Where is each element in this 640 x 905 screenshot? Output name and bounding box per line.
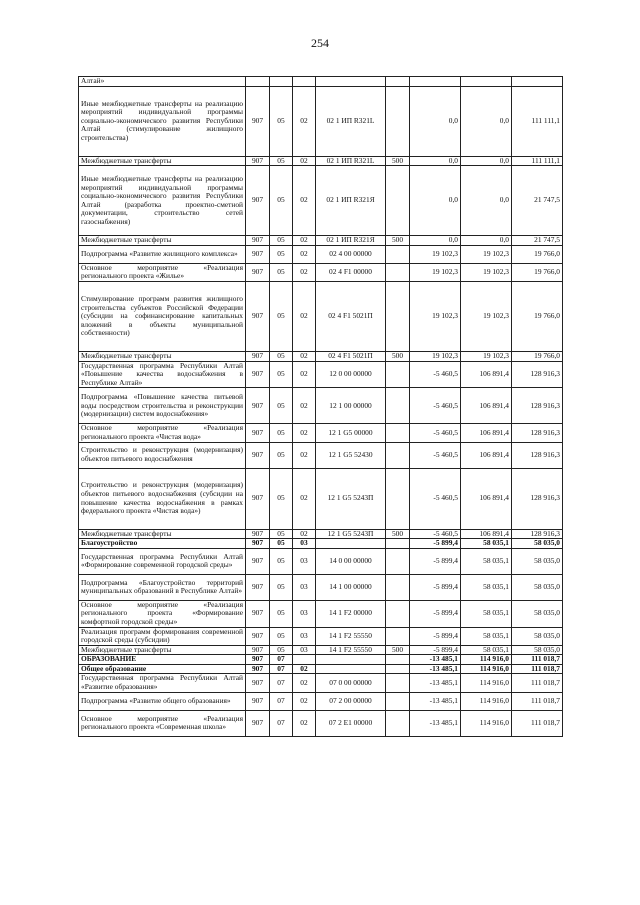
cell-gr: 907 (246, 645, 270, 655)
cell-gr: 907 (246, 156, 270, 166)
cell-csr: 02 4 F1 5021П (316, 351, 386, 361)
cell-name: Государственная программа Республики Алтай «Развитие образования» (79, 674, 246, 692)
cell-v3: 128 916,3 (512, 361, 563, 388)
cell-v3: 111 018,7 (512, 664, 563, 674)
cell-vr (386, 674, 410, 692)
cell-v3: 128 916,3 (512, 442, 563, 468)
cell-gr: 907 (246, 600, 270, 627)
cell-vr (386, 86, 410, 156)
table-row (79, 361, 563, 388)
table-row (79, 710, 563, 736)
cell-csr: 14 1 F2 00000 (316, 600, 386, 627)
cell-pr: 02 (293, 351, 316, 361)
cell-vr (386, 655, 410, 665)
cell-csr: 12 1 00 00000 (316, 388, 386, 424)
cell-pr: 02 (293, 361, 316, 388)
cell-rz: 05 (270, 263, 293, 281)
cell-rz: 05 (270, 351, 293, 361)
cell-rz: 05 (270, 86, 293, 156)
cell-csr: 07 2 00 00000 (316, 692, 386, 710)
cell-v2: 58 035,1 (461, 539, 512, 549)
cell-v1: -5 899,4 (410, 645, 461, 655)
cell-v2: 19 102,3 (461, 351, 512, 361)
cell-name: Основное мероприятие «Реализация регионального проекта «Современная школа» (79, 710, 246, 736)
cell-v3: 19 766,0 (512, 263, 563, 281)
cell-name: Подпрограмма «Благоустройство территорий муниципальных образований в Республике Алтай» (79, 574, 246, 600)
cell-v2: 0,0 (461, 156, 512, 166)
cell-v1: 19 102,3 (410, 281, 461, 351)
cell-csr: 12 0 00 00000 (316, 361, 386, 388)
table-row (79, 442, 563, 468)
cell-v1: -13 485,1 (410, 692, 461, 710)
cell-v3: 21 747,5 (512, 236, 563, 246)
cell-rz: 05 (270, 627, 293, 645)
cell-gr: 907 (246, 574, 270, 600)
cell-name: Основное мероприятие «Реализация регионального проекта «Жилье» (79, 263, 246, 281)
table-row (79, 351, 563, 361)
cell-gr (246, 77, 270, 87)
cell-v2: 19 102,3 (461, 263, 512, 281)
table-row (79, 236, 563, 246)
cell-v2: 106 891,4 (461, 529, 512, 539)
cell-vr: 500 (386, 645, 410, 655)
cell-vr (386, 245, 410, 263)
cell-pr: 03 (293, 627, 316, 645)
cell-vr (386, 361, 410, 388)
cell-v3: 21 747,5 (512, 166, 563, 236)
cell-v1: 19 102,3 (410, 351, 461, 361)
cell-v2: 106 891,4 (461, 442, 512, 468)
cell-pr: 02 (293, 388, 316, 424)
cell-pr: 02 (293, 442, 316, 468)
cell-csr: 02 1 ИП R321Я (316, 166, 386, 236)
cell-gr: 907 (246, 424, 270, 442)
cell-pr: 03 (293, 600, 316, 627)
cell-vr (386, 442, 410, 468)
cell-v3 (512, 77, 563, 87)
budget-table (78, 76, 563, 737)
cell-csr: 12 1 G5 00000 (316, 424, 386, 442)
cell-name: Общее образование (79, 664, 246, 674)
cell-v1: -5 899,4 (410, 548, 461, 574)
cell-rz: 05 (270, 468, 293, 529)
cell-csr: 02 1 ИП R321Я (316, 236, 386, 246)
table-row (79, 388, 563, 424)
cell-gr: 907 (246, 664, 270, 674)
cell-v2: 58 035,1 (461, 645, 512, 655)
cell-name: Основное мероприятие «Реализация регионального проекта «Чистая вода» (79, 424, 246, 442)
cell-v3: 111 111,1 (512, 156, 563, 166)
cell-v1: 0,0 (410, 166, 461, 236)
cell-v1: -5 460,5 (410, 529, 461, 539)
cell-rz: 05 (270, 442, 293, 468)
cell-v2: 114 916,0 (461, 655, 512, 665)
cell-v2: 114 916,0 (461, 692, 512, 710)
cell-name: Подпрограмма «Развитие жилищного комплекса» (79, 245, 246, 263)
cell-name: Межбюджетные трансферты (79, 156, 246, 166)
cell-pr: 02 (293, 236, 316, 246)
cell-vr (386, 664, 410, 674)
cell-vr (386, 388, 410, 424)
table-row (79, 263, 563, 281)
cell-pr: 02 (293, 692, 316, 710)
cell-pr: 02 (293, 86, 316, 156)
cell-v2: 19 102,3 (461, 281, 512, 351)
cell-name: Государственная программа Республики Алтай «Формирование современной городской среды» (79, 548, 246, 574)
table-row (79, 692, 563, 710)
cell-rz: 05 (270, 361, 293, 388)
cell-vr: 500 (386, 156, 410, 166)
cell-pr: 02 (293, 710, 316, 736)
cell-v3: 128 916,3 (512, 468, 563, 529)
cell-v2: 106 891,4 (461, 361, 512, 388)
table-row (79, 424, 563, 442)
table-row (79, 655, 563, 665)
cell-pr: 02 (293, 245, 316, 263)
cell-v2: 0,0 (461, 236, 512, 246)
cell-v1: 0,0 (410, 156, 461, 166)
cell-gr: 907 (246, 351, 270, 361)
cell-rz: 07 (270, 674, 293, 692)
cell-gr: 907 (246, 692, 270, 710)
cell-v1: -5 460,5 (410, 388, 461, 424)
cell-v2: 106 891,4 (461, 388, 512, 424)
cell-vr (386, 710, 410, 736)
cell-rz: 07 (270, 710, 293, 736)
cell-v3: 128 916,3 (512, 388, 563, 424)
table-row (79, 600, 563, 627)
cell-v1: -13 485,1 (410, 710, 461, 736)
cell-name: Иные межбюджетные трансферты на реализацию мероприятий индивидуальной программы социально-экономического развития Республики Алтай (стимулирование жилищного строительства) (79, 86, 246, 156)
cell-rz: 05 (270, 600, 293, 627)
cell-csr: 14 1 F2 55550 (316, 645, 386, 655)
cell-rz: 05 (270, 156, 293, 166)
cell-pr: 02 (293, 281, 316, 351)
cell-name: Благоустройство (79, 539, 246, 549)
cell-rz: 05 (270, 424, 293, 442)
table-row (79, 664, 563, 674)
cell-vr (386, 424, 410, 442)
cell-vr: 500 (386, 351, 410, 361)
cell-v3: 19 766,0 (512, 351, 563, 361)
cell-gr: 907 (246, 361, 270, 388)
cell-pr: 02 (293, 156, 316, 166)
cell-rz (270, 77, 293, 87)
cell-rz: 05 (270, 548, 293, 574)
cell-csr (316, 664, 386, 674)
cell-v3: 58 035,0 (512, 600, 563, 627)
table-row (79, 674, 563, 692)
cell-name: Межбюджетные трансферты (79, 351, 246, 361)
table-row (79, 156, 563, 166)
cell-v2: 0,0 (461, 166, 512, 236)
cell-name: Основное мероприятие «Реализация регионального проекта «Формирование комфортной городской среды» (79, 600, 246, 627)
cell-v1: -5 899,4 (410, 539, 461, 549)
cell-csr: 14 0 00 00000 (316, 548, 386, 574)
cell-gr: 907 (246, 281, 270, 351)
cell-gr: 907 (246, 674, 270, 692)
cell-gr: 907 (246, 236, 270, 246)
table-row (79, 645, 563, 655)
table-row (79, 281, 563, 351)
cell-v1: -13 485,1 (410, 674, 461, 692)
cell-vr (386, 468, 410, 529)
cell-csr: 07 2 E1 00000 (316, 710, 386, 736)
cell-rz: 05 (270, 529, 293, 539)
cell-name: ОБРАЗОВАНИЕ (79, 655, 246, 665)
table-row (79, 77, 563, 87)
cell-vr (386, 166, 410, 236)
cell-csr: 02 4 00 00000 (316, 245, 386, 263)
cell-v2: 58 035,1 (461, 548, 512, 574)
cell-name: Подпрограмма «Развитие общего образования» (79, 692, 246, 710)
cell-name: Подпрограмма «Повышение качества питьевой воды посредством строительства и реконструкции (модернизации) систем водоснабжения» (79, 388, 246, 424)
cell-vr (386, 574, 410, 600)
cell-rz: 05 (270, 236, 293, 246)
cell-gr: 907 (246, 263, 270, 281)
cell-v1: -5 460,5 (410, 424, 461, 442)
cell-name: Межбюджетные трансферты (79, 529, 246, 539)
cell-rz: 07 (270, 692, 293, 710)
cell-v3: 128 916,3 (512, 424, 563, 442)
cell-v1: -5 460,5 (410, 468, 461, 529)
cell-pr: 02 (293, 664, 316, 674)
cell-name: Стимулирование программ развития жилищного строительства субъектов Российской Федерации (субсидии на софинансирование капитальных вложений в объекты муниципальной собственности) (79, 281, 246, 351)
cell-v3: 128 916,3 (512, 529, 563, 539)
cell-gr: 907 (246, 710, 270, 736)
cell-vr (386, 627, 410, 645)
cell-csr: 14 1 00 00000 (316, 574, 386, 600)
cell-rz: 05 (270, 645, 293, 655)
cell-csr: 12 1 G5 5243П (316, 468, 386, 529)
cell-pr (293, 655, 316, 665)
cell-v1: -13 485,1 (410, 664, 461, 674)
cell-v3: 111 018,7 (512, 710, 563, 736)
cell-vr (386, 600, 410, 627)
cell-gr: 907 (246, 539, 270, 549)
cell-v3: 58 035,0 (512, 645, 563, 655)
cell-v1 (410, 77, 461, 87)
cell-v1: -5 460,5 (410, 361, 461, 388)
cell-v2: 58 035,1 (461, 600, 512, 627)
cell-vr (386, 281, 410, 351)
cell-v2 (461, 77, 512, 87)
cell-v3: 58 035,0 (512, 539, 563, 549)
cell-csr (316, 539, 386, 549)
cell-name: Государственная программа Республики Алтай «Повышение качества водоснабжения в Республике Алтай» (79, 361, 246, 388)
cell-csr: 02 1 ИП R321L (316, 86, 386, 156)
table-row (79, 627, 563, 645)
cell-vr (386, 77, 410, 87)
cell-v3: 111 018,7 (512, 655, 563, 665)
cell-pr: 02 (293, 674, 316, 692)
cell-v3: 58 035,0 (512, 627, 563, 645)
cell-v1: 0,0 (410, 86, 461, 156)
cell-v2: 58 035,1 (461, 627, 512, 645)
table-row (79, 86, 563, 156)
cell-pr: 03 (293, 645, 316, 655)
cell-pr: 03 (293, 539, 316, 549)
cell-name: Алтай» (79, 77, 246, 87)
cell-gr: 907 (246, 442, 270, 468)
cell-gr: 907 (246, 627, 270, 645)
cell-pr: 02 (293, 166, 316, 236)
cell-pr: 02 (293, 424, 316, 442)
cell-v2: 106 891,4 (461, 424, 512, 442)
cell-v3: 58 035,0 (512, 574, 563, 600)
cell-v3: 58 035,0 (512, 548, 563, 574)
cell-gr: 907 (246, 468, 270, 529)
table-row (79, 245, 563, 263)
table-row (79, 539, 563, 549)
cell-v3: 111 111,1 (512, 86, 563, 156)
cell-gr: 907 (246, 548, 270, 574)
cell-vr (386, 692, 410, 710)
cell-rz: 07 (270, 664, 293, 674)
table-row (79, 468, 563, 529)
cell-pr (293, 77, 316, 87)
cell-v2: 58 035,1 (461, 574, 512, 600)
cell-pr: 02 (293, 468, 316, 529)
cell-name: Строительство и реконструкция (модернизация) объектов питьевого водоснабжения (79, 442, 246, 468)
cell-pr: 02 (293, 263, 316, 281)
cell-rz: 05 (270, 388, 293, 424)
cell-csr: 14 1 F2 55550 (316, 627, 386, 645)
cell-vr (386, 548, 410, 574)
cell-gr: 907 (246, 388, 270, 424)
cell-v1: -5 899,4 (410, 574, 461, 600)
cell-csr: 02 4 F1 00000 (316, 263, 386, 281)
cell-name: Иные межбюджетные трансферты на реализацию мероприятий индивидуальной программы социально-экономического развития Республики Алтай (разработка проектно-сметной документации, строительство сетей газоснабжения) (79, 166, 246, 236)
cell-vr: 500 (386, 529, 410, 539)
table-row (79, 529, 563, 539)
cell-gr: 907 (246, 245, 270, 263)
cell-vr: 500 (386, 236, 410, 246)
cell-rz: 05 (270, 245, 293, 263)
cell-csr (316, 655, 386, 665)
cell-v2: 114 916,0 (461, 674, 512, 692)
cell-gr: 907 (246, 529, 270, 539)
cell-rz: 05 (270, 539, 293, 549)
cell-v3: 19 766,0 (512, 245, 563, 263)
cell-v2: 0,0 (461, 86, 512, 156)
cell-v3: 111 018,7 (512, 674, 563, 692)
page-number: 254 (311, 36, 329, 50)
cell-gr: 907 (246, 166, 270, 236)
cell-v1: -5 899,4 (410, 627, 461, 645)
cell-csr: 12 1 G5 5243П (316, 529, 386, 539)
cell-csr: 12 1 G5 52430 (316, 442, 386, 468)
cell-name: Строительство и реконструкция (модернизация) объектов питьевого водоснабжения (субсидии на повышение качества водоснабжения в рамках федерального проекта «Чистая вода») (79, 468, 246, 529)
cell-v1: -5 899,4 (410, 600, 461, 627)
cell-name: Межбюджетные трансферты (79, 645, 246, 655)
cell-v2: 106 891,4 (461, 468, 512, 529)
cell-v2: 114 916,0 (461, 710, 512, 736)
cell-rz: 05 (270, 281, 293, 351)
cell-rz: 07 (270, 655, 293, 665)
cell-rz: 05 (270, 574, 293, 600)
cell-pr: 02 (293, 529, 316, 539)
cell-gr: 907 (246, 86, 270, 156)
cell-csr (316, 77, 386, 87)
cell-csr: 02 1 ИП R321L (316, 156, 386, 166)
cell-gr: 907 (246, 655, 270, 665)
cell-vr (386, 539, 410, 549)
cell-pr: 03 (293, 548, 316, 574)
cell-v3: 19 766,0 (512, 281, 563, 351)
cell-v2: 19 102,3 (461, 245, 512, 263)
cell-v1: -5 460,5 (410, 442, 461, 468)
table-row (79, 166, 563, 236)
cell-v2: 114 916,0 (461, 664, 512, 674)
cell-rz: 05 (270, 166, 293, 236)
cell-vr (386, 263, 410, 281)
cell-v1: 19 102,3 (410, 263, 461, 281)
table-row (79, 548, 563, 574)
cell-v1: 19 102,3 (410, 245, 461, 263)
cell-v1: -13 485,1 (410, 655, 461, 665)
cell-v3: 111 018,7 (512, 692, 563, 710)
cell-pr: 03 (293, 574, 316, 600)
cell-name: Межбюджетные трансферты (79, 236, 246, 246)
cell-csr: 02 4 F1 5021П (316, 281, 386, 351)
cell-v1: 0,0 (410, 236, 461, 246)
table-row (79, 574, 563, 600)
cell-name: Реализация программ формирования современной городской среды (субсидии) (79, 627, 246, 645)
cell-csr: 07 0 00 00000 (316, 674, 386, 692)
